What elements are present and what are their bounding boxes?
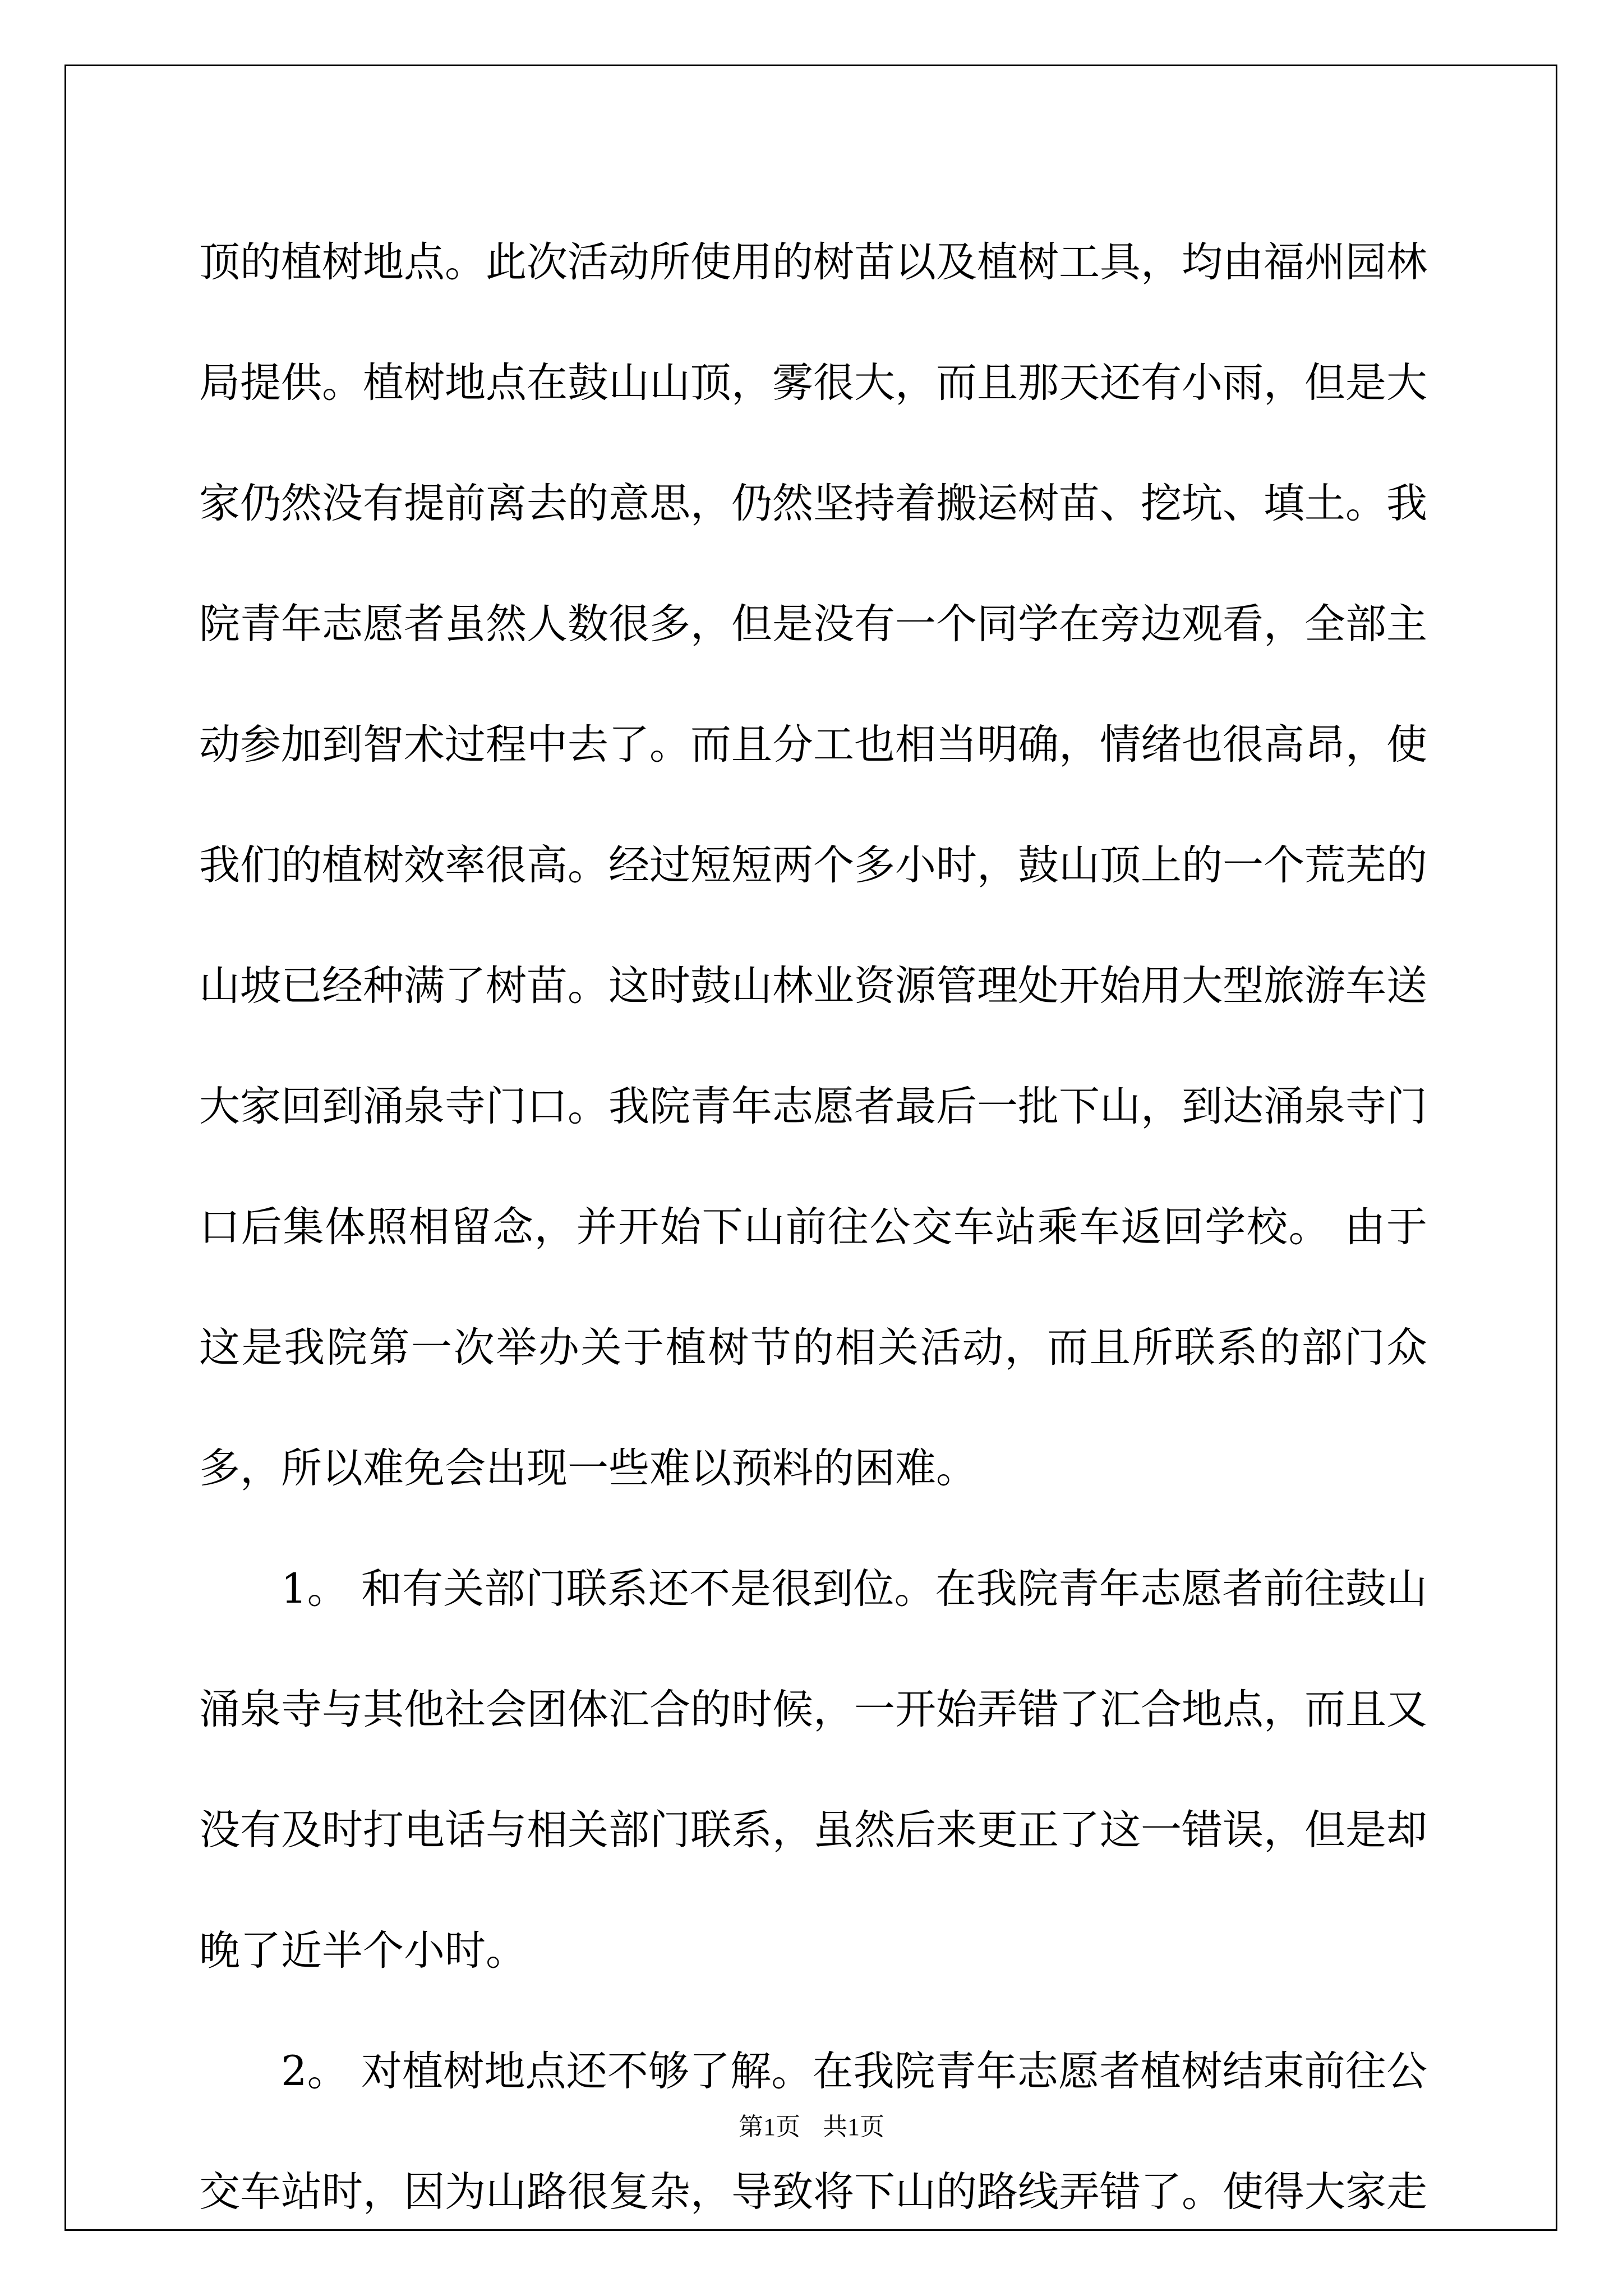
body-text [199,202,1427,2252]
page-footer [0,2106,1623,2142]
paragraph-item-2: 2。 对植树地点还不够了解。在我院青年志愿者植树结束前往公交车站时，因为山路很复杂，导致将下山的路线弄错了。使得大家走 [199,2047,1427,2216]
paragraph-item-1: 1。 和有关部门联系还不是很到位。在我院青年志愿者前往鼓山涌泉寺与其他社会团体汇合的时候，一开始弄错了汇合地点，而且又没有及时打电话与相关部门联系，虽然后来更正了这一错误，但是却晚了近半个小时。 [199,1565,1427,1975]
paragraph-continued: 顶的植树地点。此次活动所使用的树苗以及植树工具，均由福州园林局提供。植树地点在鼓山山顶，雾很大，而且那天还有小雨，但是大家仍然没有提前离去的意思，仍然坚持着搬运树苗、挖坑、填土。我院青年志愿者虽然人数很多，但是没有一个同学在旁边观看，全部主动参加到智术过程中去了。而且分工也相当明确，情绪也很高昂，使我们的植树效率很高。经过短短两个多小时，鼓山顶上的一个荒芜的山坡已经种满了树苗。这时鼓山林业资源管理处开始用大型旅游车送大家回到涌泉寺门口。我院青年志愿者最后一批下山，到达涌泉寺门口后集体照相留念，并开始下山前往公交车站乘车返回学校。 由于这是我院第一次举办关于植树节的相关活动，而且所联系的部门众多，所以难免会出现一些难以预料的困难。 [199,238,1427,1492]
page-number: 第1页 [739,2113,800,2141]
page-total: 共1页 [823,2113,884,2141]
